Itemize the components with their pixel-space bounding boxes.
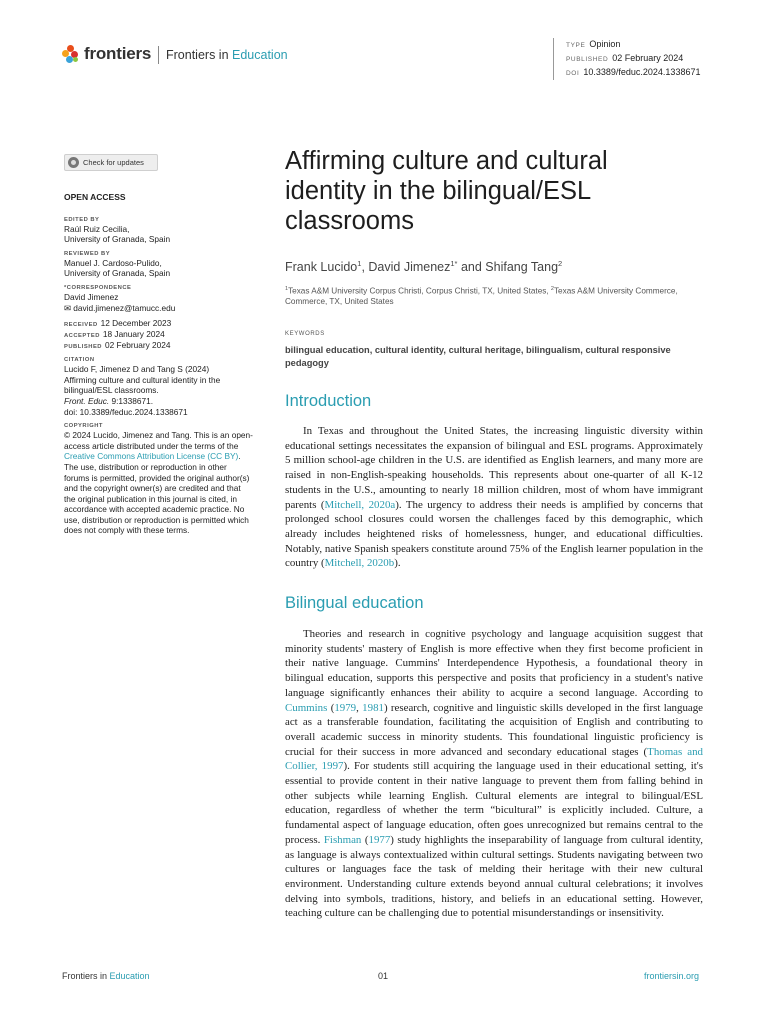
- body-text: (: [327, 701, 335, 714]
- footer-journal-accent: Education: [109, 971, 150, 981]
- citation-label: CITATION: [64, 357, 95, 364]
- copyright-label: COPYRIGHT: [64, 423, 103, 430]
- meta-published: [566, 52, 700, 66]
- body-text: ,: [356, 701, 363, 714]
- meta-type: [566, 38, 700, 52]
- page-number: 01: [378, 971, 389, 981]
- footer-journal-prefix: Frontiers in: [62, 971, 110, 981]
- footer-site-link[interactable]: frontiersin.org: [644, 971, 700, 981]
- received-row: [64, 318, 254, 329]
- citation-link[interactable]: Mitchell, 2020a: [324, 498, 396, 511]
- author-name[interactable]: David Jimenez: [368, 260, 451, 275]
- citation-link[interactable]: 1977: [368, 833, 391, 846]
- affil-sup: 1: [285, 286, 289, 292]
- affil-sup: 2: [550, 286, 554, 292]
- cc-by-license-link[interactable]: Creative Commons Attribution License (CC BY): [64, 451, 239, 462]
- introduction-heading: Introduction: [285, 392, 372, 410]
- check-for-updates-button[interactable]: [64, 154, 158, 171]
- citation-doi: doi: 10.3389/feduc.2024.1338671: [64, 406, 188, 417]
- journal-prefix: Frontiers in: [166, 48, 229, 62]
- edited-by-affil: University of Granada, Spain: [64, 234, 171, 245]
- reviewed-by-block: [64, 250, 254, 279]
- published-value: 02 February 2024: [105, 340, 171, 351]
- citation-volume: 9:1338671.: [109, 395, 154, 406]
- affiliations: [285, 284, 705, 308]
- correspondence-email-row[interactable]: [64, 303, 254, 314]
- check-updates-icon: [68, 157, 79, 168]
- reviewed-by-affil: University of Granada, Spain: [64, 268, 171, 279]
- citation-line-1: Lucido F, Jimenez D and Tang S (2024): [64, 364, 210, 375]
- frontiers-logo[interactable]: [62, 44, 151, 64]
- meta-published-value: 02 February 2024: [612, 53, 684, 63]
- affiliation-2: Texas A&M University Commerce, Commerce, TX, United States: [285, 286, 678, 307]
- meta-doi: [566, 66, 700, 80]
- article-meta: [553, 38, 700, 80]
- dates-block: [64, 318, 254, 351]
- published-row: [64, 340, 254, 351]
- citation-link[interactable]: Fishman: [323, 833, 362, 846]
- open-access-label: OPEN ACCESS: [64, 192, 126, 202]
- citation-journal: Front. Educ.: [64, 395, 110, 406]
- reviewed-by-name: Manuel J. Cardoso-Pulido,: [64, 257, 162, 268]
- body-text: In Texas and throughout the United States, the increasing linguistic diversity within educational settings necessitates the expansion of bilingual and ESL programs. Approximately 5 million school-age children in the U.S. are identified as English learners, and many more are raised in non-English-speaking households. This represents about one-quarter of all K-12 students in the U.S., amounting to nearly 18 million children, most of whom have immigrant parents (: [285, 425, 703, 511]
- accepted-row: [64, 329, 254, 340]
- meta-published-label: PUBLISHED: [566, 56, 609, 63]
- authors: Frank Lucido$^1$, David Jimenez$^{1*}$ and Shifang Tang$^2$: [285, 259, 563, 275]
- correspondence-email[interactable]: david.jimenez@tamucc.edu: [73, 302, 176, 313]
- citation-link[interactable]: Cummins: [285, 701, 328, 714]
- meta-type-label: TYPE: [566, 42, 586, 49]
- citation-line-3: bilingual/ESL classrooms.: [64, 385, 159, 396]
- copyright-post: . The use, distribution or reproduction in other forums is permitted, provided the original author(s) and the copyright owner(s) are credited and that the original publication in this journal is cited, in accordance with accepted academic practice. No use, distribution or reproduction is permitted which does not comply with these terms.: [64, 451, 250, 536]
- journal-accent: Education: [232, 48, 288, 62]
- citation-line-2: Affirming culture and cultural identity in the: [64, 374, 221, 385]
- citation-link[interactable]: Mitchell, 2020b: [324, 557, 395, 570]
- meta-doi-label: DOI: [566, 70, 580, 77]
- citation-link[interactable]: Thomas and Collier, 1997: [285, 745, 703, 773]
- body-text: ) research, cognitive and linguistic skills developed in the first language act as a transferable foundation, facilitating the acquisition of English and contributing to overall academic success in minority students. This foundational linguistic proficiency is crucial for their success in more advanced and secondary educational stages (: [285, 701, 703, 758]
- bilingual-education-heading: Bilingual education: [285, 594, 424, 612]
- meta-doi-value[interactable]: 10.3389/feduc.2024.1338671: [583, 67, 701, 77]
- author-name[interactable]: Shifang Tang: [485, 260, 559, 275]
- footer-journal[interactable]: [62, 971, 150, 981]
- keywords: bilingual education, cultural identity, cultural heritage, bilingualism, cultural responsive pedagogy: [285, 345, 671, 368]
- edited-by-block: [64, 216, 254, 245]
- bilingual-education-paragraph: [285, 627, 703, 921]
- meta-type-value: Opinion: [589, 39, 621, 49]
- citation-link[interactable]: 1979: [334, 701, 357, 714]
- reviewed-by-label: REVIEWED BY: [64, 250, 111, 257]
- affiliation-1: Texas A&M University Corpus Christi, Corpus Christi, TX, United States,: [288, 286, 551, 296]
- citation-block: [64, 356, 254, 417]
- journal-name[interactable]: [166, 48, 288, 62]
- article-title: Affirming culture and cultural identity in the bilingual/ESL classrooms: [285, 147, 608, 235]
- sidebar: [64, 192, 254, 541]
- introduction-paragraph: [285, 424, 703, 571]
- citation-journal-line: [64, 396, 254, 407]
- header-divider: [158, 46, 159, 64]
- citation-link[interactable]: 1981: [362, 701, 384, 714]
- check-updates-label: Check for updates: [83, 158, 144, 167]
- body-text: ). The urgency to address their needs is amplified by concerns that prolonged school closures could worsen the challenges faced by this demographic, which already includes heightened risks of homelessness, hunger, and educational difficulties. Notably, native Spanish speakers constitute around 75% of the English learner population in the country (: [285, 498, 703, 570]
- edited-by-label: EDITED BY: [64, 216, 100, 223]
- author-affil-sup: 1*: [450, 259, 458, 268]
- body-text: ).: [394, 557, 401, 570]
- body-text: ). For students still acquiring the language used in their educational setting, it's essential to provide content in their native language to prevent them from falling behind in other subjects while learning English. Cultural elements are integral to bilingual/ESL education, regardless of whether the term “bicultural” is explicitly included. Culture, a fundamental aspect of language education, often goes unrecognized but remains central to the process.: [285, 760, 704, 846]
- body-text: ) study highlights the inseparability of language from cultural identity, as language is always contextualized within cultural settings. Students navigating between two cultures or languages face the task of melding their heritage with their new cultural environment. Understanding culture extends beyond annual cultural celebrations; it involves delving into symbols, traditions, history, and beliefs in an educational setting. However, teaching culture can be challenging due to potential misunderstandings or insensitivity.: [285, 833, 703, 920]
- accepted-label: ACCEPTED: [64, 333, 100, 340]
- frontiers-logo-icon: [62, 45, 80, 63]
- body-text: (: [361, 833, 369, 846]
- accepted-value: 18 January 2024: [102, 329, 165, 340]
- keywords-label: KEYWORDS: [285, 331, 325, 337]
- body-text: Theories and research in cognitive psychology and language acquisition suggest that minority students' mastery of English is more effective when they first become proficient in their native language. Cummins' Interdependence Hypothesis, a foundational theory in bilingual education, supports this perspective and posits that proficiency in a student's native language significantly enhances their ability to acquire a second language. According to: [285, 628, 703, 699]
- author-conjunction: and: [457, 260, 486, 275]
- author-affil-sup: 1: [357, 259, 362, 268]
- copyright-pre: © 2024 Lucido, Jimenez and Tang. This is an open-access article distributed under the terms of the: [64, 430, 253, 451]
- correspondence-label: *CORRESPONDENCE: [64, 284, 132, 291]
- received-label: RECEIVED: [64, 322, 98, 329]
- published-label: PUBLISHED: [64, 344, 102, 351]
- copyright-text: [64, 430, 254, 536]
- copyright-block: [64, 422, 254, 536]
- correspondence-name: David Jimenez: [64, 291, 119, 302]
- correspondence-block: [64, 284, 254, 313]
- author-name[interactable]: Frank Lucido: [285, 260, 358, 275]
- author-affil-sup: 2: [558, 259, 563, 268]
- logo-wordmark: frontiers: [84, 44, 152, 63]
- edited-by-name: Raúl Ruiz Cecilia,: [64, 223, 130, 234]
- envelope-icon: ✉: [64, 302, 71, 313]
- received-value: 12 December 2023: [100, 318, 172, 329]
